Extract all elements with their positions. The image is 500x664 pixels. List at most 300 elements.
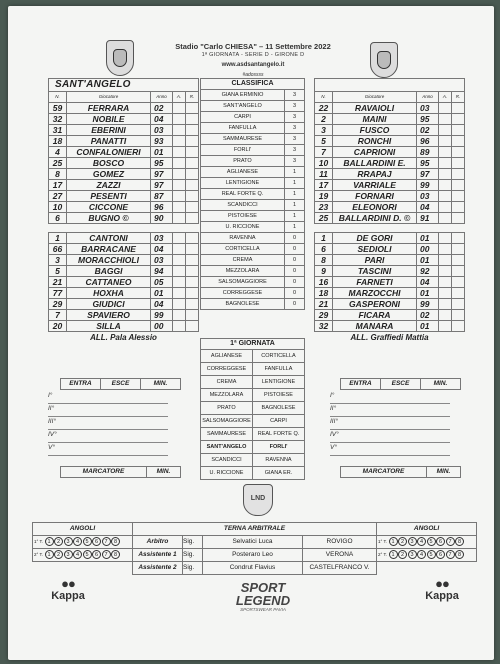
player-year: 89 (417, 147, 439, 158)
referee-city: ROVIGO (303, 536, 377, 549)
player-year: 04 (417, 202, 439, 213)
half-label: 2° T. (34, 552, 43, 557)
player-name: EBERINI (67, 125, 151, 136)
player-year: 01 (417, 255, 439, 266)
player-cell-a (173, 169, 186, 180)
player-cell-a (173, 288, 186, 299)
substitution-line: I° (330, 392, 450, 404)
player-cell-a (439, 299, 452, 310)
player-cell-a (439, 266, 452, 277)
fixture-away: LENTIGIONE (253, 376, 305, 389)
player-year: 02 (151, 103, 173, 114)
player-name: RAVAIOLI (333, 103, 417, 114)
player-cell-a (439, 147, 452, 158)
player-cell-r (186, 255, 199, 266)
player-name: BAGGI (67, 266, 151, 277)
standings-team: LENTIGIONE (201, 178, 285, 189)
player-cell-r (452, 233, 465, 244)
corner-circle: 8 (455, 550, 464, 559)
player-year: 00 (417, 244, 439, 255)
fixture-row (201, 428, 305, 441)
player-cell-a (173, 114, 186, 125)
player-cell-a (173, 103, 186, 114)
standings-row (201, 112, 305, 123)
player-year: 01 (417, 321, 439, 332)
player-row (315, 288, 465, 299)
kappa-logo-left: ●● Kappa (38, 578, 98, 602)
corner-circle: 5 (83, 537, 92, 546)
player-year: 99 (151, 310, 173, 321)
player-cell-r (452, 321, 465, 332)
player-year: 97 (151, 169, 173, 180)
player-cell-r (186, 244, 199, 255)
player-cell-a (173, 202, 186, 213)
player-number: 27 (49, 191, 67, 202)
standings-row (201, 145, 305, 156)
corners-label-left: ANGOLI (33, 523, 133, 536)
player-number: 6 (315, 244, 333, 255)
player-cell-a (173, 125, 186, 136)
standings-points: 0 (285, 299, 305, 310)
player-row (49, 158, 199, 169)
standings-points: 1 (285, 189, 305, 200)
player-cell-a (173, 255, 186, 266)
player-year: 02 (417, 125, 439, 136)
player-row (315, 266, 465, 277)
substitution-line: IV° (330, 431, 450, 443)
referee-name: Selvatici Luca (203, 536, 303, 549)
player-name: MARZOCCHI (333, 288, 417, 299)
player-row (49, 255, 199, 266)
player-number: 25 (49, 158, 67, 169)
standings-team: SAMMAURESE (201, 134, 285, 145)
standings-points: 0 (285, 288, 305, 299)
player-year: 04 (151, 299, 173, 310)
substitution-line: I° (48, 392, 168, 404)
player-row (315, 147, 465, 158)
player-name: CICCONE (67, 202, 151, 213)
standings-points: 0 (285, 277, 305, 288)
fixture-row (201, 376, 305, 389)
player-name: GOMEZ (67, 169, 151, 180)
player-cell-r (452, 202, 465, 213)
player-year: 04 (151, 114, 173, 125)
standings-points: 1 (285, 167, 305, 178)
substitution-line: V° (48, 444, 168, 456)
player-cell-a (439, 288, 452, 299)
fixture-home: CREMA (201, 376, 253, 389)
fixture-row (201, 402, 305, 415)
corner-circle: 1 (389, 537, 398, 546)
corner-circle: 3 (408, 537, 417, 546)
player-cell-a (173, 277, 186, 288)
player-cell-a (439, 244, 452, 255)
player-row (49, 277, 199, 288)
player-cell-r (452, 277, 465, 288)
player-number: 17 (315, 180, 333, 191)
player-number: 5 (49, 266, 67, 277)
player-row (315, 191, 465, 202)
standings-row (201, 211, 305, 222)
player-row (315, 114, 465, 125)
fixture-home: AGLIANESE (201, 350, 253, 363)
player-cell-r (186, 213, 199, 224)
standings-team: BAGNOLESE (201, 299, 285, 310)
standings-team: CARPI (201, 112, 285, 123)
corner-circle: 2 (54, 537, 63, 546)
standings-points: 3 (285, 145, 305, 156)
corners-counter (377, 536, 477, 549)
corner-circle: 7 (446, 550, 455, 559)
player-row (315, 169, 465, 180)
standings-team: GIANA ERMINIO (201, 90, 285, 101)
player-row (49, 103, 199, 114)
standings-points: 3 (285, 112, 305, 123)
corner-circle: 7 (446, 537, 455, 546)
player-number: 4 (49, 147, 67, 158)
match-round: 1ª GIORNATA - SERIE D - GIRONE D (201, 52, 305, 58)
corner-circle: 4 (417, 537, 426, 546)
player-cell-r (452, 180, 465, 191)
player-year: 03 (417, 191, 439, 202)
fixtures-table (200, 338, 305, 480)
player-year: 00 (151, 321, 173, 332)
player-cell-r (452, 310, 465, 321)
standings-team: AGLIANESE (201, 167, 285, 178)
player-number: 25 (315, 213, 333, 224)
player-name: PESENTI (67, 191, 151, 202)
player-number: 23 (315, 202, 333, 213)
player-number: 19 (315, 191, 333, 202)
player-name: FARNETI (333, 277, 417, 288)
standings-points: 3 (285, 134, 305, 145)
player-cell-a (439, 277, 452, 288)
player-year: 01 (151, 288, 173, 299)
standings-row (201, 134, 305, 145)
player-name: BALLARDINI D. © (333, 213, 417, 224)
corner-circle: 8 (111, 537, 120, 546)
player-name: FERRARA (67, 103, 151, 114)
player-number: 77 (49, 288, 67, 299)
player-number: 6 (49, 213, 67, 224)
standings-team: CORTICELLA (201, 244, 285, 255)
player-year: 01 (417, 233, 439, 244)
player-name: DE GORI (333, 233, 417, 244)
standings-team: U. RICCIONE (201, 222, 285, 233)
half-label: 1° T. (378, 539, 387, 544)
player-cell-a (439, 202, 452, 213)
player-cell-a (173, 213, 186, 224)
player-cell-a (439, 103, 452, 114)
player-cell-r (186, 233, 199, 244)
player-row (49, 169, 199, 180)
fixture-home: U. RICCIONE (201, 467, 253, 480)
fixture-away: FANFULLA (253, 363, 305, 376)
player-cell-r (452, 288, 465, 299)
player-number: 9 (315, 266, 333, 277)
player-cell-a (439, 114, 452, 125)
standings-row (201, 156, 305, 167)
player-cell-r (186, 169, 199, 180)
player-row (49, 244, 199, 255)
fixture-away: CARPI (253, 415, 305, 428)
standings-points: 0 (285, 233, 305, 244)
standings-team: FORLI' (201, 145, 285, 156)
corner-circle: 6 (92, 537, 101, 546)
home-scorer-header: MARCATORE MIN. (60, 466, 181, 478)
player-row (315, 213, 465, 224)
player-cell-r (452, 191, 465, 202)
empty-cell (377, 562, 477, 575)
player-cell-a (173, 136, 186, 147)
player-name: HOXHA (67, 288, 151, 299)
player-year: 03 (417, 103, 439, 114)
standings-points: 1 (285, 200, 305, 211)
referee-sig: Sig. (183, 549, 203, 562)
player-cell-r (452, 169, 465, 180)
player-cell-r (186, 103, 199, 114)
player-cell-a (439, 136, 452, 147)
player-name: BUGNO © (67, 213, 151, 224)
fixture-row (201, 467, 305, 480)
player-cell-r (186, 277, 199, 288)
referees-table (32, 522, 477, 575)
player-year: 02 (417, 310, 439, 321)
corner-circle: 2 (54, 550, 63, 559)
corner-circle: 3 (64, 550, 73, 559)
half-label: 1° T. (34, 539, 43, 544)
standings-points: 0 (285, 266, 305, 277)
player-number: 7 (315, 147, 333, 158)
player-number: 31 (49, 125, 67, 136)
referee-sig: Sig. (183, 536, 203, 549)
player-number: 20 (49, 321, 67, 332)
home-coach: ALL. Pala Alessio (90, 332, 157, 342)
player-cell-a (439, 321, 452, 332)
player-row (49, 202, 199, 213)
player-name: PARI (333, 255, 417, 266)
player-name: CONFALONIERI (67, 147, 151, 158)
away-coach: ALL. Graffiedi Mattia (350, 332, 429, 342)
col-player: Giocatore (67, 92, 151, 103)
corners-counter (33, 549, 133, 562)
standings-title: CLASSIFICA (201, 79, 305, 90)
player-cell-r (452, 125, 465, 136)
player-name: TASCINI (333, 266, 417, 277)
referee-role: Assistente 2 (133, 562, 183, 575)
player-name: CATTANEO (67, 277, 151, 288)
home-team-name: SANT'ANGELO (49, 79, 199, 92)
player-cell-r (452, 147, 465, 158)
standings-team: REAL FORTE Q. (201, 189, 285, 200)
corner-circle: 1 (389, 550, 398, 559)
player-year: 94 (151, 266, 173, 277)
player-row (49, 136, 199, 147)
player-row (315, 136, 465, 147)
away-lineup-table: N. Giocatore Anno A. R. 22 RAVAIOLI 03 2 MAINI 95 3 FUSCO 02 5 RONCHI 96 7 CAPRIONI 89 10 BALLARDINI E. 95 11 RRAPAJ 97 17 VARRIALE 99 19 FORNARI 03 23 ELEONORI 04 25 BALLARDINI D. © 91 1 DE GORI 01 6 SEDIOLI 00 8 PARI 01 9 TASCINI 92 16 FARNETI 04 18 MARZOCCHI 01 21 GASPERONI 99 29 FICARA 02 32 MANARA 01 ALL. Graffiedi Mattia (314, 78, 465, 344)
standings-row (201, 266, 305, 277)
player-row (49, 266, 199, 277)
standings-row (201, 189, 305, 200)
player-name: GASPERONI (333, 299, 417, 310)
player-cell-r (186, 191, 199, 202)
player-cell-r (186, 310, 199, 321)
corner-circle: 6 (436, 537, 445, 546)
kappa-omini-icon: ●● (435, 576, 449, 591)
half-label: 2° T. (378, 552, 387, 557)
player-row (49, 191, 199, 202)
fixture-away: PISTOIESE (253, 389, 305, 402)
corner-circle: 6 (92, 550, 101, 559)
player-cell-r (452, 255, 465, 266)
player-row (315, 244, 465, 255)
player-row (315, 202, 465, 213)
player-cell-a (439, 169, 452, 180)
player-year: 95 (417, 158, 439, 169)
standings-team: SALSOMAGGIORE (201, 277, 285, 288)
referees-title: TERNA ARBITRALE (133, 523, 377, 536)
player-number: 17 (49, 180, 67, 191)
standings-team: PISTOIESE (201, 211, 285, 222)
player-name: RONCHI (333, 136, 417, 147)
standings-row (201, 233, 305, 244)
player-name: MORACCHIOLI (67, 255, 151, 266)
player-number: 3 (315, 125, 333, 136)
hashtag: #adossss (242, 72, 264, 78)
player-name: MANARA (333, 321, 417, 332)
corner-circle: 4 (73, 550, 82, 559)
fixture-home: SCANDICCI (201, 454, 253, 467)
corner-circle: 8 (455, 537, 464, 546)
standings-row (201, 167, 305, 178)
fixture-row (201, 454, 305, 467)
fixture-home: SALSOMAGGIORE (201, 415, 253, 428)
player-cell-r (186, 288, 199, 299)
corner-circle: 6 (436, 550, 445, 559)
player-cell-r (186, 299, 199, 310)
player-year: 96 (151, 202, 173, 213)
player-cell-r (186, 147, 199, 158)
away-subs-header: ENTRA ESCE MIN. (340, 378, 461, 390)
fixture-row (201, 389, 305, 402)
player-name: BARRACANE (67, 244, 151, 255)
referee-name: Posteraro Leo (203, 549, 303, 562)
player-cell-r (452, 213, 465, 224)
corner-circle: 4 (417, 550, 426, 559)
player-number: 18 (49, 136, 67, 147)
standings-row (201, 288, 305, 299)
referee-row (33, 536, 477, 549)
player-year: 03 (151, 233, 173, 244)
player-cell-a (439, 233, 452, 244)
player-row (315, 103, 465, 114)
standings-row (201, 244, 305, 255)
player-cell-r (186, 266, 199, 277)
player-row (315, 180, 465, 191)
player-row (49, 213, 199, 224)
player-row (49, 125, 199, 136)
player-cell-a (439, 158, 452, 169)
player-year: 99 (417, 180, 439, 191)
fixture-row (201, 350, 305, 363)
standings-row (201, 299, 305, 310)
player-cell-a (173, 233, 186, 244)
player-year: 04 (417, 277, 439, 288)
player-name: FORNARI (333, 191, 417, 202)
referee-role: Arbitro (133, 536, 183, 549)
player-row (49, 299, 199, 310)
player-row (49, 147, 199, 158)
corner-circle: 3 (408, 550, 417, 559)
player-row (49, 233, 199, 244)
corner-circle: 7 (102, 550, 111, 559)
standings-team: RAVENNA (201, 233, 285, 244)
corner-circle: 1 (45, 537, 54, 546)
referee-row (33, 562, 477, 575)
lnd-badge-icon: LND (243, 484, 273, 516)
kappa-omini-icon: ●● (61, 576, 75, 591)
corner-circle: 7 (102, 537, 111, 546)
player-name: SPAVIERO (67, 310, 151, 321)
kappa-logo-right: ●● Kappa (412, 578, 472, 602)
player-cell-a (439, 213, 452, 224)
standings-points: 3 (285, 101, 305, 112)
corner-circle: 5 (427, 550, 436, 559)
substitution-line: II° (48, 405, 168, 417)
player-cell-a (439, 180, 452, 191)
player-row (49, 321, 199, 332)
player-name: FICARA (333, 310, 417, 321)
player-cell-r (186, 202, 199, 213)
corner-circle: 8 (111, 550, 120, 559)
player-cell-r (452, 136, 465, 147)
fixture-home: MEZZOLARA (201, 389, 253, 402)
player-year: 90 (151, 213, 173, 224)
fixture-away: CORTICELLA (253, 350, 305, 363)
fixture-home: SANT'ANGELO (201, 441, 253, 454)
player-number: 2 (315, 114, 333, 125)
player-year: 97 (417, 169, 439, 180)
referee-row (33, 549, 477, 562)
corner-circle: 5 (83, 550, 92, 559)
player-row (315, 277, 465, 288)
substitution-line: III° (330, 418, 450, 430)
player-number: 21 (49, 277, 67, 288)
player-number: 10 (315, 158, 333, 169)
player-name: GIUDICI (67, 299, 151, 310)
standings-team: MEZZOLARA (201, 266, 285, 277)
player-row (315, 255, 465, 266)
player-number: 1 (49, 233, 67, 244)
player-cell-a (173, 191, 186, 202)
standings-team: SANT'ANGELO (201, 101, 285, 112)
standings-points: 0 (285, 244, 305, 255)
standings-row (201, 277, 305, 288)
standings-row (201, 200, 305, 211)
player-cell-a (439, 310, 452, 321)
player-number: 22 (315, 103, 333, 114)
referee-role: Assistente 1 (133, 549, 183, 562)
player-cell-r (186, 321, 199, 332)
player-name: CAPRIONI (333, 147, 417, 158)
website-link: www.asdsantangelo.it (221, 62, 285, 68)
standings-team: CREMA (201, 255, 285, 266)
fixture-home: SAMMAURESE (201, 428, 253, 441)
player-row (315, 125, 465, 136)
player-year: 01 (151, 147, 173, 158)
player-name: VARRIALE (333, 180, 417, 191)
fixtures-title: 1ª GIORNATA (201, 339, 305, 350)
